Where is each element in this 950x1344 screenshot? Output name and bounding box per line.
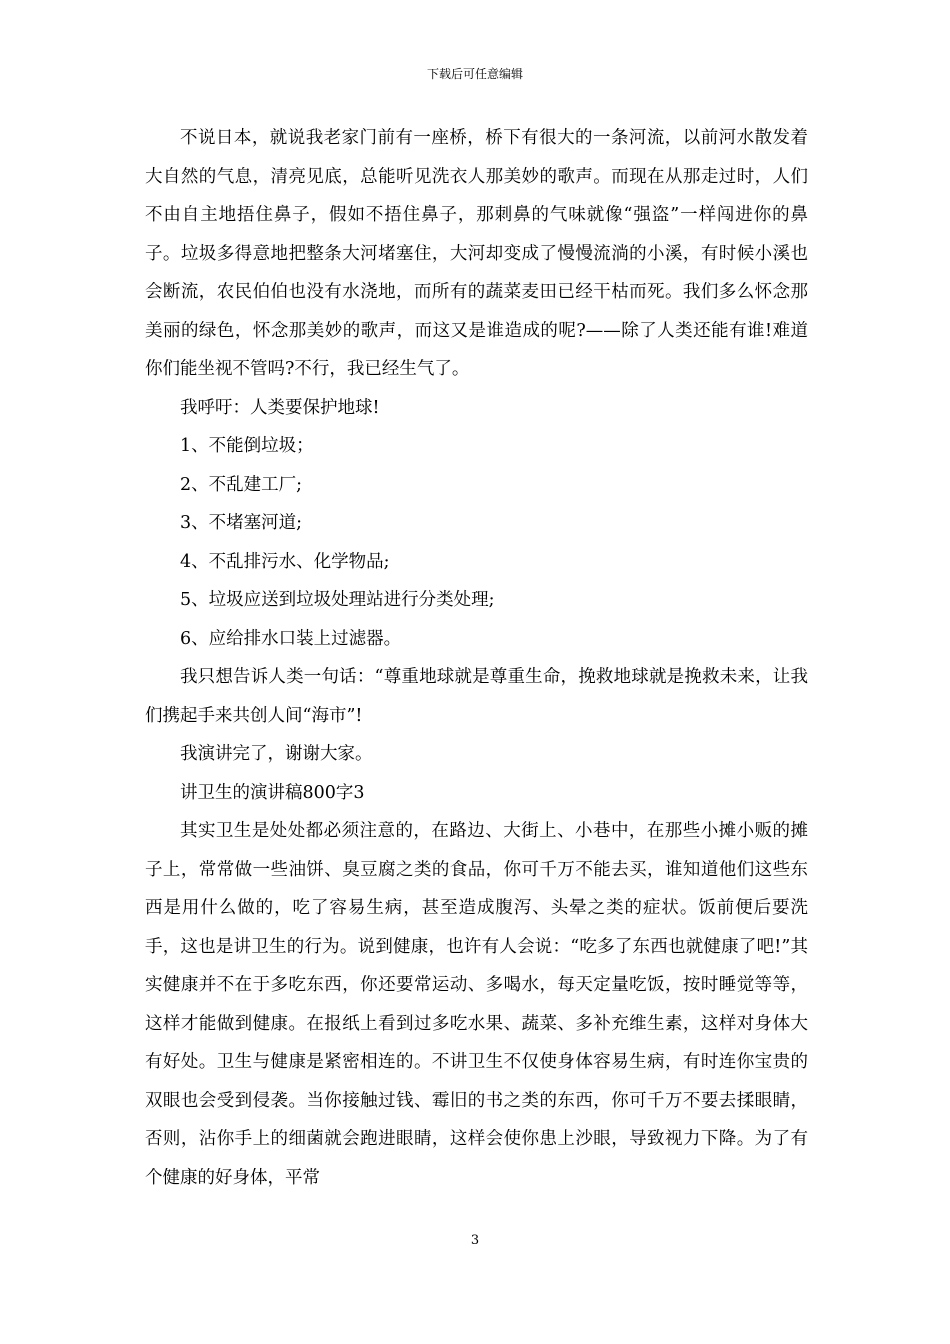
document-body [145, 119, 808, 1197]
paragraph: 我只想告诉人类一句话：“尊重地球就是尊重生命，挽救地球就是挽救未来，让我们携起手来共创人间“海市”! [145, 667, 808, 726]
section-heading: 讲卫生的演讲稿800字3 [180, 782, 365, 803]
list-item: 3、不堵塞河道; [180, 513, 303, 533]
paragraph: 我演讲完了，谢谢大家。 [180, 744, 373, 764]
list-item: 2、不乱建工厂; [180, 474, 303, 495]
page-header: 下载后可任意编辑 [426, 67, 523, 81]
paragraph: 我呼吁：人类要保护地球! [180, 397, 380, 418]
list-item: 5、垃圾应送到垃圾处理站进行分类处理; [180, 590, 495, 610]
list-item: 6、应给排水口装上过滤器。 [180, 628, 402, 649]
page-number: 3 [470, 1233, 480, 1248]
list-item: 1、不能倒垃圾； [180, 436, 314, 456]
paragraph: 不说日本，就说我老家门前有一座桥，桥下有很大的一条河流，以前河水散发着大自然的气息，清亮见底，总能听见洗衣人那美妙的歌声。而现在从那走过时，人们不由自主地捂住鼻子，假如不捂住鼻子，那刺鼻的气味就像“强盗”一样闯进你的鼻子。垃圾多得意地把整条大河堵塞住，大河却变成了慢慢流淌的小溪，有时候小溪也会断流，农民伯伯也没有水浇地，而所有的蔬菜麦田已经干枯而死。我们多么怀念那美丽的绿色，怀念那美妙的歌声，而这又是谁造成的呢?——除了人类还能有谁!难道你们能坐视不管吗?不行，我已经生气了。 [145, 128, 808, 379]
paragraph: 其实卫生是处处都必须注意的，在路边、大街上、小巷中，在那些小摊小贩的摊子上，常常做一些油饼、臭豆腐之类的食品，你可千万不能去买，谁知道他们这些东西是用什么做的，吃了容易生病，甚至造成腹泻、头晕之类的症状。饭前便后要洗手，这也是讲卫生的行为。说到健康，也许有人会说：“吃多了东西也就健康了吧!”其实健康并不在于多吃东西，你还要常运动、多喝水，每天定量吃饭，按时睡觉等等，这样才能做到健康。在报纸上看到过多吃水果、蔬菜、多补充维生素，这样对身体大有好处。卫生与健康是紧密相连的。不讲卫生不仅使身体容易生病，有时连你宝贵的双眼也会受到侵袭。当你接触过钱、霉旧的书之类的东西，你可千万不要去揉眼睛，否则，沾你手上的细菌就会跑进眼睛，这样会使你患上沙眼，导致视力下降。为了有个健康的好身体，平常 [145, 821, 808, 1188]
list-item: 4、不乱排污水、化学物品; [180, 551, 390, 572]
